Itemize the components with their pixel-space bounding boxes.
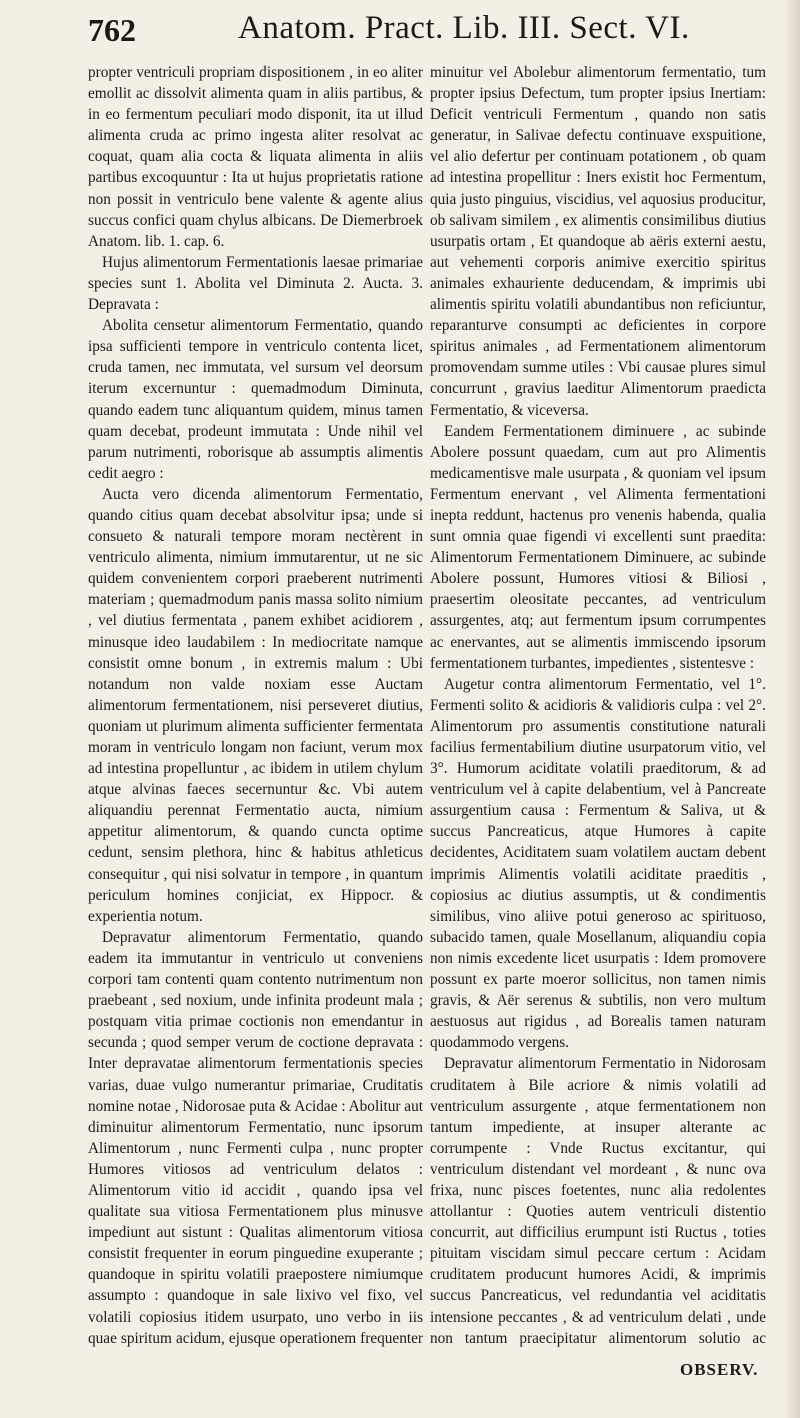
page-edge-shadow bbox=[783, 0, 800, 1418]
catchword: OBSERV. bbox=[680, 1360, 759, 1379]
paragraph: Hujus alimentorum Fermentationis laesae primariae species sunt 1. Abolita vel Diminuta 2. Aucta. 3. Depravata : bbox=[88, 253, 423, 314]
paragraph: Eandem Fermentationem diminuere , ac subinde Abolere possunt quaedam, cum aut pro Alimentis medicamentisve male usurpata , & quoniam vel ipsum Fermentum enervant , vel Alimenta fermentationi inepta reddunt, hactenus pro venenis habenda, qualia sunt omnia quae figendi vi excellenti sunt praedita: Alimentorum Fermentationem Diminuere, ac subinde Abolere possunt, Humores vitiosi & Biliosi , praesertim oleositate peccantes, ad ventriculum assurgentes, atq; aut fermentum ipsum corrumpentes ac enervantes, aut se alimentis immiscendo ipsorum fermentationem turbantes, impedientes , sistentesve : bbox=[430, 422, 766, 672]
running-title: Anatom. Pract. Lib. III. Sect. VI. bbox=[238, 10, 690, 46]
paragraph: Augetur contra alimentorum Fermentatio, vel 1°. Fermenti solito & acidioris & validioris culpa : vel 2°. Alimentorum pro assumentis constitutione naturali facilius fermentabilium diutine usurpatorum vitio, vel 3°. Humorum aciditate volatili praeditorum, & ad ventriculum vel à capite delabentium, vel à Pancreate assurgentium causa : Fermentum & Saliva, ut & succus Pancreaticus, atque Humores à capite decidentes, Aciditatem suam volatilem auctam debent imprimis Alimentis volatili aciditate praeditis , copiosius ac diutius assumptis, ut & condimentis similibus, vino aliive potui generoso ac spirituoso, subacido tamen, quale Mosellanum, aliquandiu copia non nimis excedente licet usurpatis : Idem promovere possunt ex parte moeror sollicitus, non tamen nimis gravis, & Aër serenus & subtilis, non vero multum aestuosus aut rigidus , ad Borealis tamen naturam quodammodo vergens. bbox=[430, 675, 766, 1052]
paragraph: minuitur vel Abolebur alimentorum fermentatio, tum propter ipsius Defectum, tum propter ipsius Inertiam: Deficit ventriculi Fermentum , quando non satis generatur, in Salivae defectu continuave exspuitione, vel alio defertur per continuam potationem , ob quam ad intestina propellitur : Iners existit hoc Fermentum, quia justo pinguius, viscidius, vel aquosius producitur, ob salivam similem , ex alimentis consimilibus diutius usurpatis ortam , Et quandoque ab aëris externi aestu, aut vehementi corporis animive exercitio spiritus animales exhauriente deducendam, & imprimis ubi alimentis spiritu volatili abundantibus non reficiuntur, reparanturve consumpti ac deficientes in corpore spiritus animales , ad Fermentationem alimentorum promovendam summe utiles : Vbi causae plures simul concurrunt , gravius laeditur Alimentorum praedicta Fermentatio, & viceversa. bbox=[430, 64, 766, 419]
left-column bbox=[88, 62, 423, 1352]
right-column bbox=[430, 62, 766, 1352]
paragraph: Depravatur alimentorum Fermentatio, quando eadem ita immutantur in ventriculo ut conveniens corpori tam contenti quam contento nutrimentum non praebeant , sed noxium, unde infinita prodeunt mala ; postquam vitia primae coctionis non emendantur in secunda ; quod semper verum de coctione depravata : Inter depravatae alimentorum fermentationis species varias, duae vulgo numerantur primariae, Cruditatis nomine notae , Nidorosae puta & Acidae : Abolitur aut diminuitur alimentorum Fermentatio, nunc ipsorum Alimentorum , nunc Fermenti culpa , nunc propter Humores vitiosos ad ventriculum delatos : Alimentorum vitio id accidit , quando ipsa vel qualitate sua vitiosa Fermentationem plus minusve impediunt aut sistunt : Qualitas alimentorum vitiosa consistit frequenter in eorum pinguedine exuperante ; quandoque in spiritu volatili praepostere nimiumque assumpto : quandoque in sale lixivo vel fixo, vel volatili copiosius itidem usurpato, uno verbo in iis quae spiritum acidum, ejusque operationem frequenter bbox=[88, 928, 423, 1347]
paragraph: Depravatur alimentorum Fermentatio in Nidorosam cruditatem à Bile acriore & nimis volatili ad ventriculum assurgente , atque fermentationem non tantum impediente, at insuper alterante ac corrumpente : Vnde Ructus excitantur, qui ventriculum distendant vel mordeant , & nunc ova frixa, nunc pisces foetentes, nunc alia redolentes attollantur : Quoties autem ventriculi distentio concurrit, aut difficilius erumpunt isti Ructus , toties pituitam viscidam simul peccare certum : Acidam cruditatem producunt humores Acidi, & imprimis succus Pancreaticus, vel redundantia vel aciditatis intensione peccantes , & ad ventriculum delati , unde non tantum praecipitatur alimentorum solutio ac bbox=[430, 1055, 766, 1347]
paragraph: propter ventriculi propriam dispositionem , in eo aliter emollit ac dissolvit alimenta quam in aliis partibus, & in eo fermentum peculiari modo disponit, ita ut illud alimenta cruda ac primo ingesta aliter resolvat ac coquat, quam alia cocta & liquata alimenta in aliis partibus excoquuntur : Ita ut hujus proprietatis ratione non possit in ventriculo bene valente & agente alius succus confici quam chylus albicans. De Diemerbroek Anatom. lib. 1. cap. 6. bbox=[88, 64, 423, 250]
paragraph: Abolita censetur alimentorum Fermentatio, quando ipsa sufficienti tempore in ventriculo contenta licet, cruda tamen, nec immutata, vel sursum vel deorsum iterum excernuntur : quemadmodum Diminuta, quando eadem tunc aliquantum quidem, minus tamen quam decebat, prodeunt immutata : Unde nihil vel parum nutrimenti, roborisque ab assumptis alimentis cedit aegro : bbox=[88, 317, 423, 482]
paragraph: Aucta vero dicenda alimentorum Fermentatio, quando citius quam decebat absolvitur ipsa; unde si consueto & naturali tempore moram nectèrent in ventriculo alimenta, nimium immutarentur, ut ne sic quidem convenientem corpori praeberent nutrimenti materiam ; quemadmodum panis massa solito nimium , vel diutius fermentata , panem exhibet acidiorem , minusque ideo laudabilem : In mediocritate namque consistit omne bonum , in extremis malum : Ubi notandum non valde noxiam esse Auctam alimentorum fermentationem, nisi perseveret diutius, quoniam ut plurimum alimenta sufficienter fermentata moram in ventriculo longam non faciunt, verum mox ad intestina propelluntur , ac ibidem in utilem chylum atque alvinas faeces secernuntur &c. Vbi autem aliquandiu perennat Fermentatio aucta, nimium appetitur alimentorum, & quando cuncta optime cedunt, sensim plethora, hinc & habitus athleticus consequitur , qui nisi solvatur in tempore , in quantum periculum homines conjiciat, ex Hippocr. & experientia notum. bbox=[88, 485, 423, 925]
page-header bbox=[88, 6, 788, 52]
page-number: 762 bbox=[88, 12, 136, 48]
